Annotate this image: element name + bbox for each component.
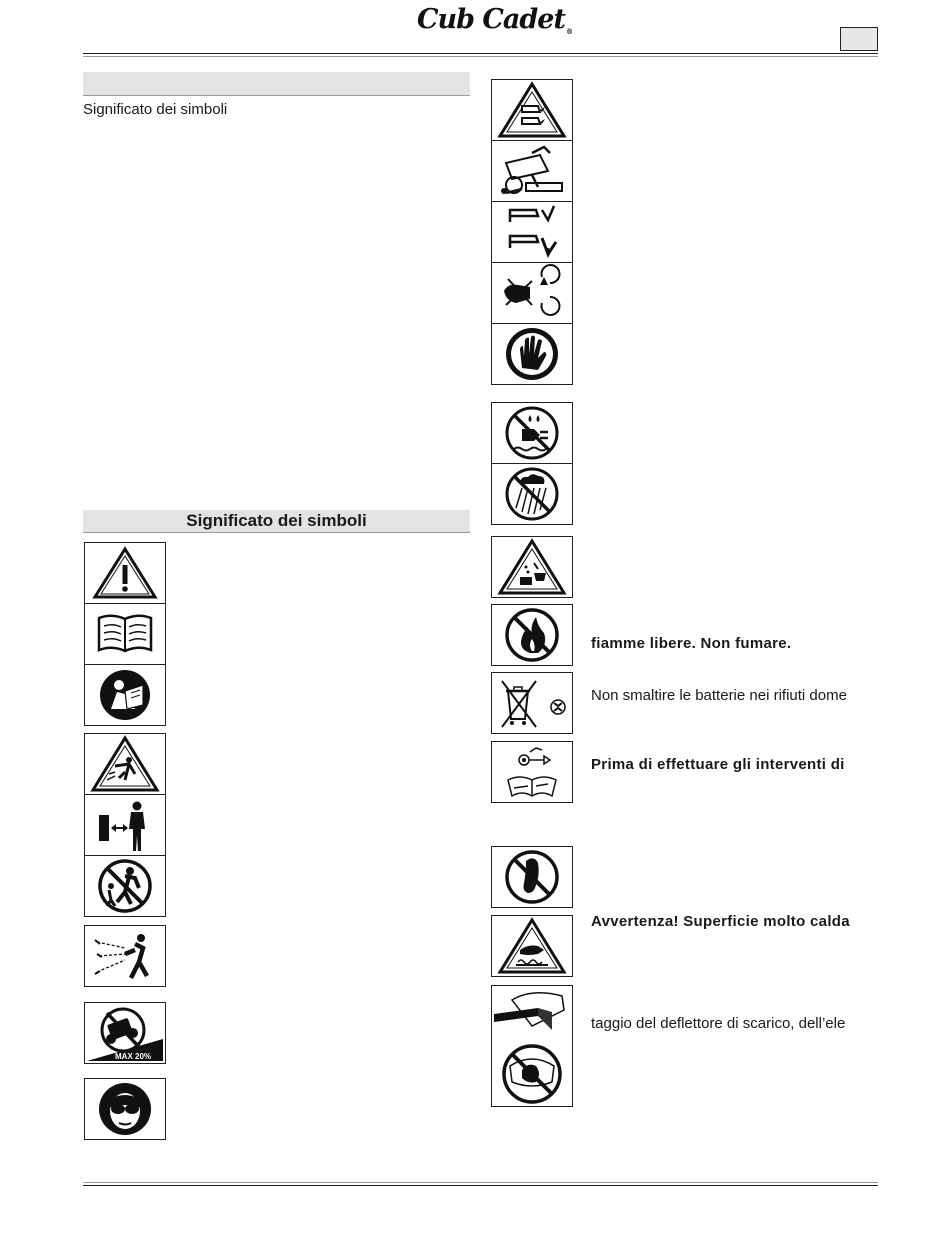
header-rule-thin (83, 56, 878, 57)
rotating-blades-icon (491, 201, 573, 263)
footer-rule-thin (83, 1182, 878, 1183)
footer-rule (83, 1185, 878, 1186)
protective-gloves-icon (491, 323, 573, 385)
safety-glasses-icon (84, 1078, 166, 1140)
hand-cut-rotation-icon (491, 262, 573, 324)
manual-book-icon (84, 603, 166, 665)
section-bar-top (83, 72, 470, 96)
brand-logo: Cub Cadet® (417, 4, 572, 36)
rollover-mower-icon (491, 140, 573, 202)
page-number-box (840, 27, 878, 51)
thrown-objects-warning-icon (84, 733, 166, 795)
warning-triangle-icon (84, 542, 166, 604)
cutting-blade-warning-icon (491, 79, 573, 141)
hot-surface-text: Avvertenza! Superficie molto calda (591, 913, 850, 930)
deflector-icon (491, 985, 573, 1107)
no-fire-text: fiamme libere. Non fumare. (591, 635, 792, 652)
read-manual-icon (84, 664, 166, 726)
ejected-objects-icon (84, 925, 166, 987)
maintenance-text: Prima di effettuare gli interventi di (591, 756, 845, 773)
keep-distance-icon (84, 794, 166, 856)
intro-label: Significato dei simboli (83, 101, 228, 118)
no-children-icon (84, 855, 166, 917)
disconnect-spark-plug-icon (491, 741, 573, 803)
header-rule (83, 53, 878, 54)
hot-surface-icon (491, 915, 573, 977)
slope-max-icon (84, 1002, 166, 1064)
no-fire-icon (491, 604, 573, 666)
section-heading: Significato dei simboli (83, 510, 470, 533)
no-water-plug-icon (491, 402, 573, 464)
battery-disposal-text: Non smaltire le batterie nei rifiuti dome (591, 687, 847, 704)
no-rain-icon (491, 463, 573, 525)
deflector-text: taggio del deflettore di scarico, dell’ele (591, 1015, 846, 1032)
battery-disposal-icon (491, 672, 573, 734)
no-foot-icon (491, 846, 573, 908)
battery-acid-warning-icon (491, 536, 573, 598)
slope-max-label: MAX 20% (115, 1052, 152, 1061)
